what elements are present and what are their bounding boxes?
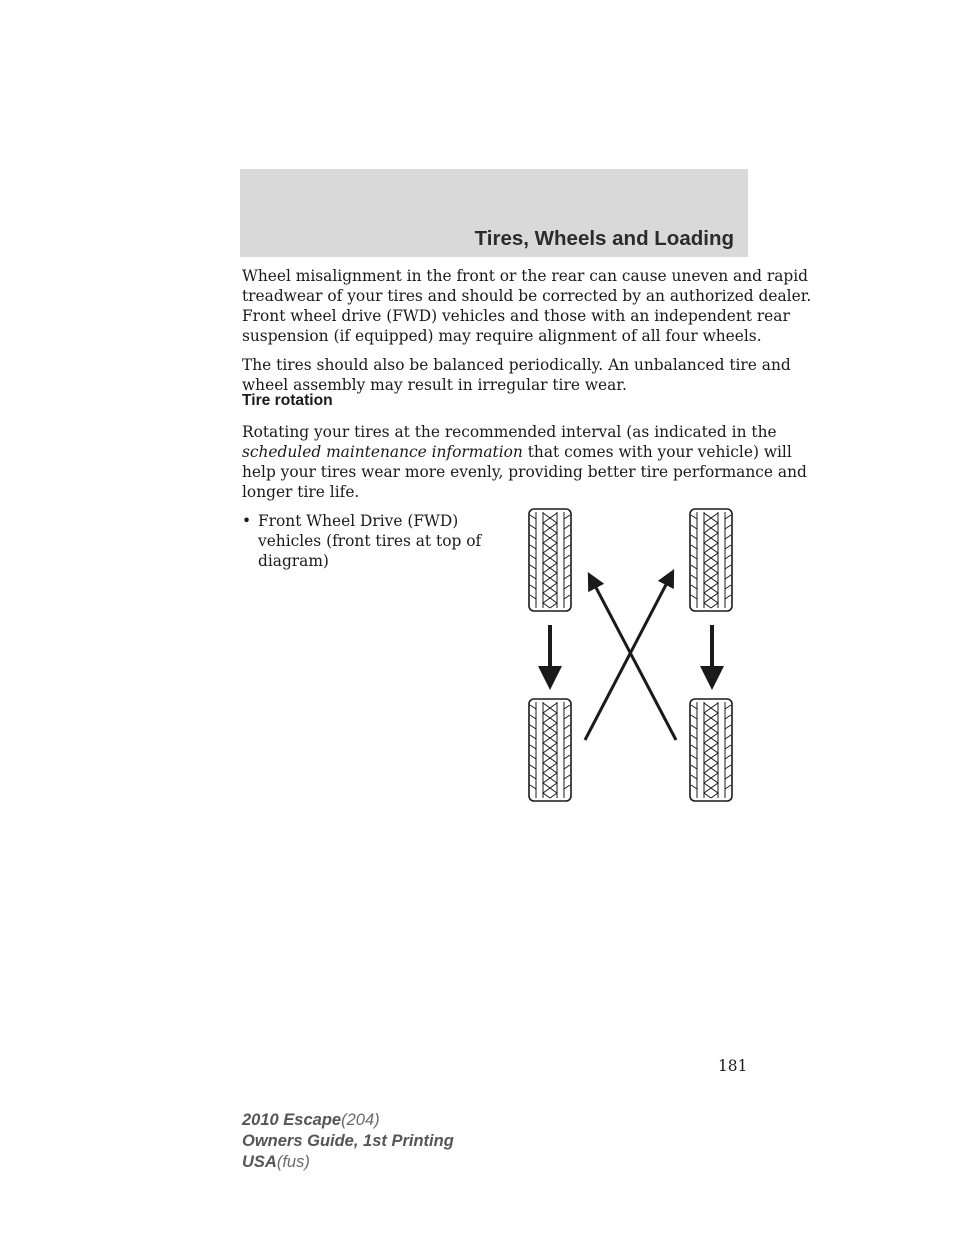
section-title: Tires, Wheels and Loading bbox=[474, 227, 734, 250]
document-footer bbox=[242, 1110, 454, 1173]
footer-line bbox=[242, 1131, 454, 1152]
arrow-rear-left-to-front-right-icon bbox=[585, 577, 670, 740]
text-line: vehicles (front tires at top of bbox=[258, 532, 482, 550]
front-right-tire-icon bbox=[690, 509, 732, 611]
text-line: longer tire life. bbox=[242, 483, 360, 501]
text-line: treadwear of your tires and should be corrected by an authorized dealer. bbox=[242, 287, 812, 305]
footer-line bbox=[242, 1110, 454, 1131]
rear-right-tire-icon bbox=[690, 699, 732, 801]
text-fragment: that comes with your vehicle) will bbox=[527, 443, 792, 461]
text-line: Front wheel drive (FWD) vehicles and those with an independent rear bbox=[242, 307, 790, 325]
misalignment-paragraph bbox=[242, 266, 812, 346]
text-line: suspension (if equipped) may require alignment of all four wheels. bbox=[242, 327, 762, 345]
section-header-band bbox=[240, 169, 748, 257]
footer-market: USA bbox=[242, 1153, 277, 1171]
text-line: help your tires wear more evenly, providing better tire performance and bbox=[242, 463, 807, 481]
balancing-paragraph bbox=[242, 355, 791, 395]
footer-edition: Owners Guide, 1st Printing bbox=[242, 1132, 454, 1150]
tire-rotation-heading: Tire rotation bbox=[242, 392, 333, 409]
text-line: diagram) bbox=[258, 552, 329, 570]
tire-rotation-diagram bbox=[490, 500, 760, 810]
text-line: wheel assembly may result in irregular tire wear. bbox=[242, 376, 627, 394]
bullet-text bbox=[258, 511, 488, 571]
text-line bbox=[242, 442, 792, 462]
footer-model: 2010 Escape bbox=[242, 1111, 342, 1129]
footer-model-code: (204) bbox=[341, 1111, 380, 1129]
text-line: The tires should also be balanced periodically. An unbalanced tire and bbox=[242, 356, 791, 374]
rear-left-tire-icon bbox=[529, 699, 571, 801]
footer-market-code: (fus) bbox=[276, 1153, 310, 1171]
footer-line bbox=[242, 1152, 454, 1173]
maintenance-info-reference: scheduled maintenance information bbox=[242, 443, 523, 461]
arrow-rear-right-to-front-left-icon bbox=[592, 580, 676, 740]
text-line: Front Wheel Drive (FWD) bbox=[258, 512, 459, 530]
bullet-icon: • bbox=[242, 512, 252, 530]
text-line: Wheel misalignment in the front or the rear can cause uneven and rapid bbox=[242, 267, 809, 285]
front-left-tire-icon bbox=[529, 509, 571, 611]
rotation-paragraph bbox=[242, 422, 807, 502]
text-line: Rotating your tires at the recommended interval (as indicated in the bbox=[242, 423, 777, 441]
page-number: 181 bbox=[718, 1057, 748, 1075]
